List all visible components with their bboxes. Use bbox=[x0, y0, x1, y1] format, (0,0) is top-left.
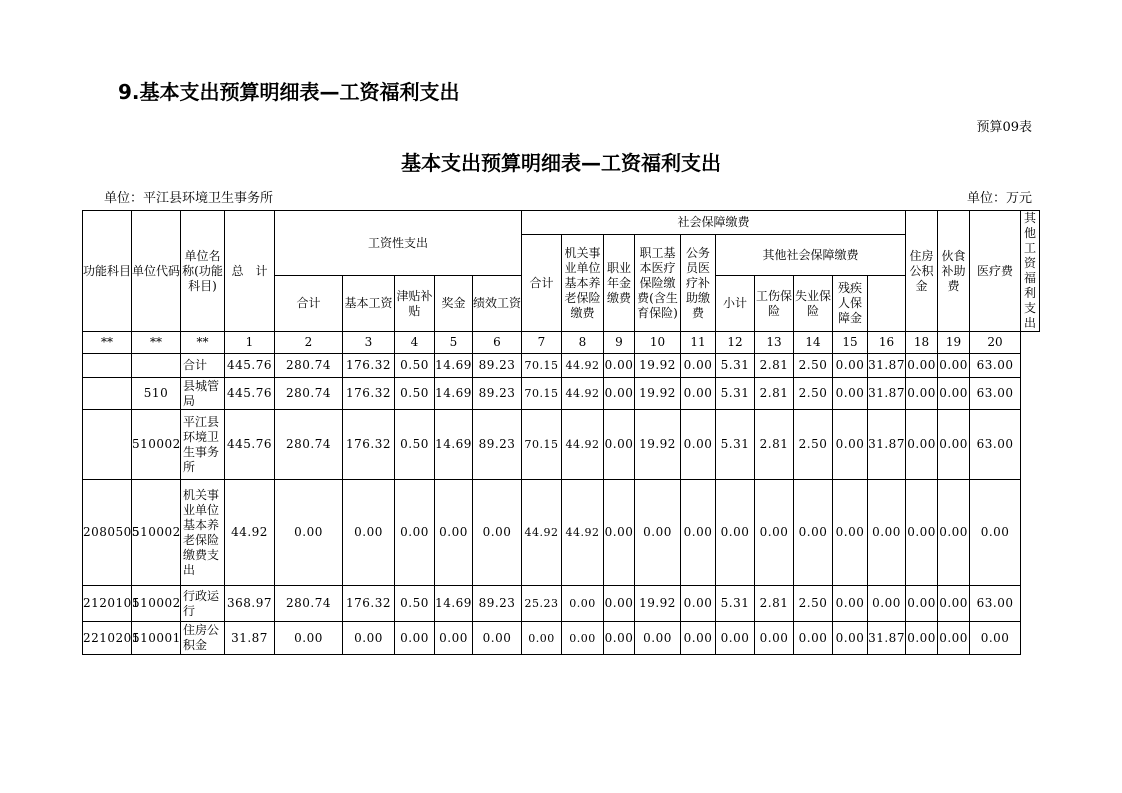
value-cell: 0.00 bbox=[604, 622, 635, 655]
value-cell: 2.81 bbox=[755, 586, 794, 622]
value-cell: 19.92 bbox=[635, 410, 681, 480]
header-unit-code: 单位代码 bbox=[132, 211, 181, 332]
value-cell: 280.74 bbox=[275, 586, 343, 622]
value-cell: 89.23 bbox=[473, 354, 522, 378]
index-cell: ** bbox=[181, 332, 225, 354]
value-cell: 0.00 bbox=[604, 354, 635, 378]
header-allowance: 津贴补贴 bbox=[395, 276, 435, 332]
value-cell: 2.50 bbox=[794, 586, 833, 622]
value-cell: 0.50 bbox=[395, 410, 435, 480]
index-cell: 8 bbox=[562, 332, 604, 354]
header-civil-medical: 公务员医疗补助缴费 bbox=[681, 235, 716, 332]
value-cell: 0.00 bbox=[395, 622, 435, 655]
value-cell: 0.00 bbox=[681, 622, 716, 655]
value-cell: 2.50 bbox=[794, 410, 833, 480]
unit-code-cell: 510002 bbox=[132, 480, 181, 586]
index-cell: 15 bbox=[833, 332, 868, 354]
value-cell: 445.76 bbox=[225, 410, 275, 480]
value-cell: 0.00 bbox=[938, 622, 970, 655]
value-cell: 2.81 bbox=[755, 378, 794, 410]
header-basic-salary: 基本工资 bbox=[343, 276, 395, 332]
value-cell: 0.00 bbox=[868, 586, 906, 622]
value-cell: 0.00 bbox=[938, 354, 970, 378]
currency-unit-label: 单位：万元 bbox=[966, 191, 1032, 206]
table-number: 预算09表 bbox=[976, 120, 1032, 135]
value-cell: 0.00 bbox=[604, 378, 635, 410]
header-medical-fee: 医疗费 bbox=[970, 211, 1021, 332]
value-cell: 0.00 bbox=[970, 622, 1021, 655]
value-cell: 31.87 bbox=[868, 354, 906, 378]
index-cell: 19 bbox=[938, 332, 970, 354]
index-cell: 10 bbox=[635, 332, 681, 354]
value-cell: 0.00 bbox=[635, 480, 681, 586]
header-other-social-group: 其他社会保障缴费 bbox=[716, 235, 906, 276]
value-cell: 31.87 bbox=[868, 378, 906, 410]
value-cell: 0.00 bbox=[435, 480, 473, 586]
table-row bbox=[83, 480, 1040, 586]
value-cell: 176.32 bbox=[343, 586, 395, 622]
value-cell: 31.87 bbox=[868, 410, 906, 480]
value-cell: 0.00 bbox=[604, 480, 635, 586]
value-cell: 63.00 bbox=[970, 378, 1021, 410]
value-cell: 14.69 bbox=[435, 586, 473, 622]
value-cell: 19.92 bbox=[635, 354, 681, 378]
header-other-subtotal: 小计 bbox=[716, 276, 755, 332]
unit-name-cell: 行政运行 bbox=[181, 586, 225, 622]
value-cell: 280.74 bbox=[275, 378, 343, 410]
value-cell: 25.23 bbox=[522, 586, 562, 622]
value-cell: 44.92 bbox=[562, 480, 604, 586]
index-cell: 18 bbox=[906, 332, 938, 354]
value-cell: 280.74 bbox=[275, 354, 343, 378]
value-cell: 0.00 bbox=[833, 378, 868, 410]
value-cell: 0.00 bbox=[833, 410, 868, 480]
value-cell: 176.32 bbox=[343, 354, 395, 378]
index-cell: 11 bbox=[681, 332, 716, 354]
header-total: 总 计 bbox=[225, 211, 275, 332]
table-row bbox=[83, 410, 1040, 480]
index-cell: 2 bbox=[275, 332, 343, 354]
value-cell: 5.31 bbox=[716, 586, 755, 622]
value-cell: 0.00 bbox=[938, 378, 970, 410]
table-row bbox=[83, 354, 1040, 378]
unit-name-cell: 住房公积金 bbox=[181, 622, 225, 655]
value-cell: 0.00 bbox=[635, 622, 681, 655]
header-unit-name: 单位名称(功能科目) bbox=[181, 211, 225, 332]
value-cell: 280.74 bbox=[275, 410, 343, 480]
value-cell: 2.50 bbox=[794, 378, 833, 410]
value-cell: 44.92 bbox=[225, 480, 275, 586]
value-cell: 31.87 bbox=[225, 622, 275, 655]
header-injury: 工伤保险 bbox=[755, 276, 794, 332]
value-cell: 5.31 bbox=[716, 410, 755, 480]
value-cell: 0.00 bbox=[343, 480, 395, 586]
value-cell: 0.50 bbox=[395, 354, 435, 378]
value-cell: 44.92 bbox=[562, 410, 604, 480]
value-cell: 89.23 bbox=[473, 410, 522, 480]
value-cell: 0.00 bbox=[435, 622, 473, 655]
value-cell: 0.00 bbox=[681, 410, 716, 480]
unit-name-cell: 合计 bbox=[181, 354, 225, 378]
value-cell: 31.87 bbox=[868, 622, 906, 655]
value-cell: 0.00 bbox=[343, 622, 395, 655]
value-cell: 0.00 bbox=[833, 622, 868, 655]
index-cell: 1 bbox=[225, 332, 275, 354]
value-cell: 14.69 bbox=[435, 378, 473, 410]
value-cell: 0.00 bbox=[522, 622, 562, 655]
value-cell: 0.00 bbox=[473, 480, 522, 586]
value-cell: 0.00 bbox=[395, 480, 435, 586]
value-cell: 19.92 bbox=[635, 378, 681, 410]
value-cell: 2.81 bbox=[755, 410, 794, 480]
value-cell: 0.50 bbox=[395, 378, 435, 410]
value-cell: 368.97 bbox=[225, 586, 275, 622]
value-cell: 70.15 bbox=[522, 410, 562, 480]
value-cell: 0.00 bbox=[906, 480, 938, 586]
index-cell: 6 bbox=[473, 332, 522, 354]
table-row bbox=[83, 622, 1040, 655]
value-cell: 176.32 bbox=[343, 378, 395, 410]
value-cell: 0.00 bbox=[833, 354, 868, 378]
value-cell: 0.00 bbox=[906, 354, 938, 378]
value-cell: 14.69 bbox=[435, 354, 473, 378]
value-cell: 445.76 bbox=[225, 378, 275, 410]
value-cell: 0.00 bbox=[833, 480, 868, 586]
table-row bbox=[83, 378, 1040, 410]
index-cell: 4 bbox=[395, 332, 435, 354]
value-cell: 63.00 bbox=[970, 586, 1021, 622]
unit-name-cell: 平江县环境卫生事务所 bbox=[181, 410, 225, 480]
value-cell: 0.00 bbox=[604, 410, 635, 480]
value-cell: 5.31 bbox=[716, 378, 755, 410]
value-cell: 70.15 bbox=[522, 354, 562, 378]
unit-name-label: 单位：平江县环境卫生事务所 bbox=[104, 191, 274, 206]
value-cell: 0.00 bbox=[938, 586, 970, 622]
header-annuity: 职业年金缴费 bbox=[604, 235, 635, 332]
header-medical-insurance: 职工基本医疗保险缴费(含生育保险) bbox=[635, 235, 681, 332]
value-cell: 0.00 bbox=[938, 480, 970, 586]
value-cell: 0.00 bbox=[794, 480, 833, 586]
index-cell: 16 bbox=[868, 332, 906, 354]
value-cell: 63.00 bbox=[970, 354, 1021, 378]
header-salary-group: 工资性支出 bbox=[275, 211, 522, 276]
func-code-cell bbox=[83, 410, 132, 480]
unit-name-cell: 机关事业单位基本养老保险缴费支出 bbox=[181, 480, 225, 586]
value-cell: 2.50 bbox=[794, 354, 833, 378]
value-cell: 0.00 bbox=[906, 378, 938, 410]
value-cell: 0.00 bbox=[275, 480, 343, 586]
table-row bbox=[83, 586, 1040, 622]
header-pension: 机关事业单位基本养老保险缴费 bbox=[562, 235, 604, 332]
index-cell: 3 bbox=[343, 332, 395, 354]
value-cell: 0.00 bbox=[833, 586, 868, 622]
value-cell: 44.92 bbox=[562, 378, 604, 410]
value-cell: 0.00 bbox=[868, 480, 906, 586]
value-cell: 0.00 bbox=[681, 480, 716, 586]
value-cell: 5.31 bbox=[716, 354, 755, 378]
value-cell: 0.00 bbox=[562, 622, 604, 655]
value-cell: 19.92 bbox=[635, 586, 681, 622]
header-social-total: 合计 bbox=[522, 235, 562, 332]
value-cell: 0.00 bbox=[938, 410, 970, 480]
value-cell: 0.00 bbox=[755, 622, 794, 655]
value-cell: 0.00 bbox=[716, 622, 755, 655]
value-cell: 0.00 bbox=[604, 586, 635, 622]
table-header bbox=[83, 211, 1040, 354]
value-cell: 0.00 bbox=[906, 410, 938, 480]
value-cell: 89.23 bbox=[473, 586, 522, 622]
index-cell: 7 bbox=[522, 332, 562, 354]
header-meal-subsidy: 伙食补助费 bbox=[938, 211, 970, 332]
func-code-cell: 2120101 bbox=[83, 586, 132, 622]
header-other-welfare: 其他工资福利支出 bbox=[1021, 211, 1040, 332]
unit-code-cell: 510002 bbox=[132, 586, 181, 622]
value-cell: 0.50 bbox=[395, 586, 435, 622]
func-code-cell bbox=[83, 378, 132, 410]
func-code-cell bbox=[83, 354, 132, 378]
header-performance: 绩效工资 bbox=[473, 276, 522, 332]
value-cell: 176.32 bbox=[343, 410, 395, 480]
value-cell: 14.69 bbox=[435, 410, 473, 480]
value-cell: 0.00 bbox=[681, 378, 716, 410]
value-cell: 44.92 bbox=[522, 480, 562, 586]
unit-code-cell: 510002 bbox=[132, 410, 181, 480]
value-cell: 0.00 bbox=[275, 622, 343, 655]
value-cell: 89.23 bbox=[473, 378, 522, 410]
header-salary-total: 合计 bbox=[275, 276, 343, 332]
header-disability: 残疾人保障金 bbox=[833, 276, 868, 332]
value-cell: 0.00 bbox=[906, 622, 938, 655]
value-cell: 0.00 bbox=[681, 586, 716, 622]
value-cell: 44.92 bbox=[562, 354, 604, 378]
value-cell: 0.00 bbox=[562, 586, 604, 622]
value-cell: 63.00 bbox=[970, 410, 1021, 480]
header-social-group: 社会保障缴费 bbox=[522, 211, 906, 235]
index-cell: 13 bbox=[755, 332, 794, 354]
value-cell: 0.00 bbox=[716, 480, 755, 586]
budget-table bbox=[82, 210, 1040, 655]
func-code-cell: 2080505 bbox=[83, 480, 132, 586]
unit-code-cell: 510001 bbox=[132, 622, 181, 655]
header-func-code: 功能科目 bbox=[83, 211, 132, 332]
index-cell: ** bbox=[83, 332, 132, 354]
value-cell: 0.00 bbox=[681, 354, 716, 378]
value-cell: 2.81 bbox=[755, 354, 794, 378]
value-cell: 0.00 bbox=[755, 480, 794, 586]
header-bonus: 奖金 bbox=[435, 276, 473, 332]
unit-code-cell: 510 bbox=[132, 378, 181, 410]
index-cell: 20 bbox=[970, 332, 1021, 354]
table-body bbox=[83, 354, 1040, 655]
value-cell: 0.00 bbox=[794, 622, 833, 655]
unit-name-cell: 县城管局 bbox=[181, 378, 225, 410]
index-cell: ** bbox=[132, 332, 181, 354]
value-cell: 70.15 bbox=[522, 378, 562, 410]
unit-code-cell bbox=[132, 354, 181, 378]
index-cell: 12 bbox=[716, 332, 755, 354]
value-cell: 445.76 bbox=[225, 354, 275, 378]
index-row bbox=[83, 332, 1040, 354]
value-cell: 0.00 bbox=[906, 586, 938, 622]
header-housing-fund: 住房公积金 bbox=[906, 211, 938, 332]
table-title: 基本支出预算明细表—工资福利支出 bbox=[401, 151, 721, 175]
section-title: 9.基本支出预算明细表—工资福利支出 bbox=[118, 80, 460, 104]
value-cell: 0.00 bbox=[473, 622, 522, 655]
index-cell: 5 bbox=[435, 332, 473, 354]
func-code-cell: 2210201 bbox=[83, 622, 132, 655]
index-cell: 14 bbox=[794, 332, 833, 354]
value-cell: 0.00 bbox=[970, 480, 1021, 586]
header-unemployment: 失业保险 bbox=[794, 276, 833, 332]
index-cell: 9 bbox=[604, 332, 635, 354]
